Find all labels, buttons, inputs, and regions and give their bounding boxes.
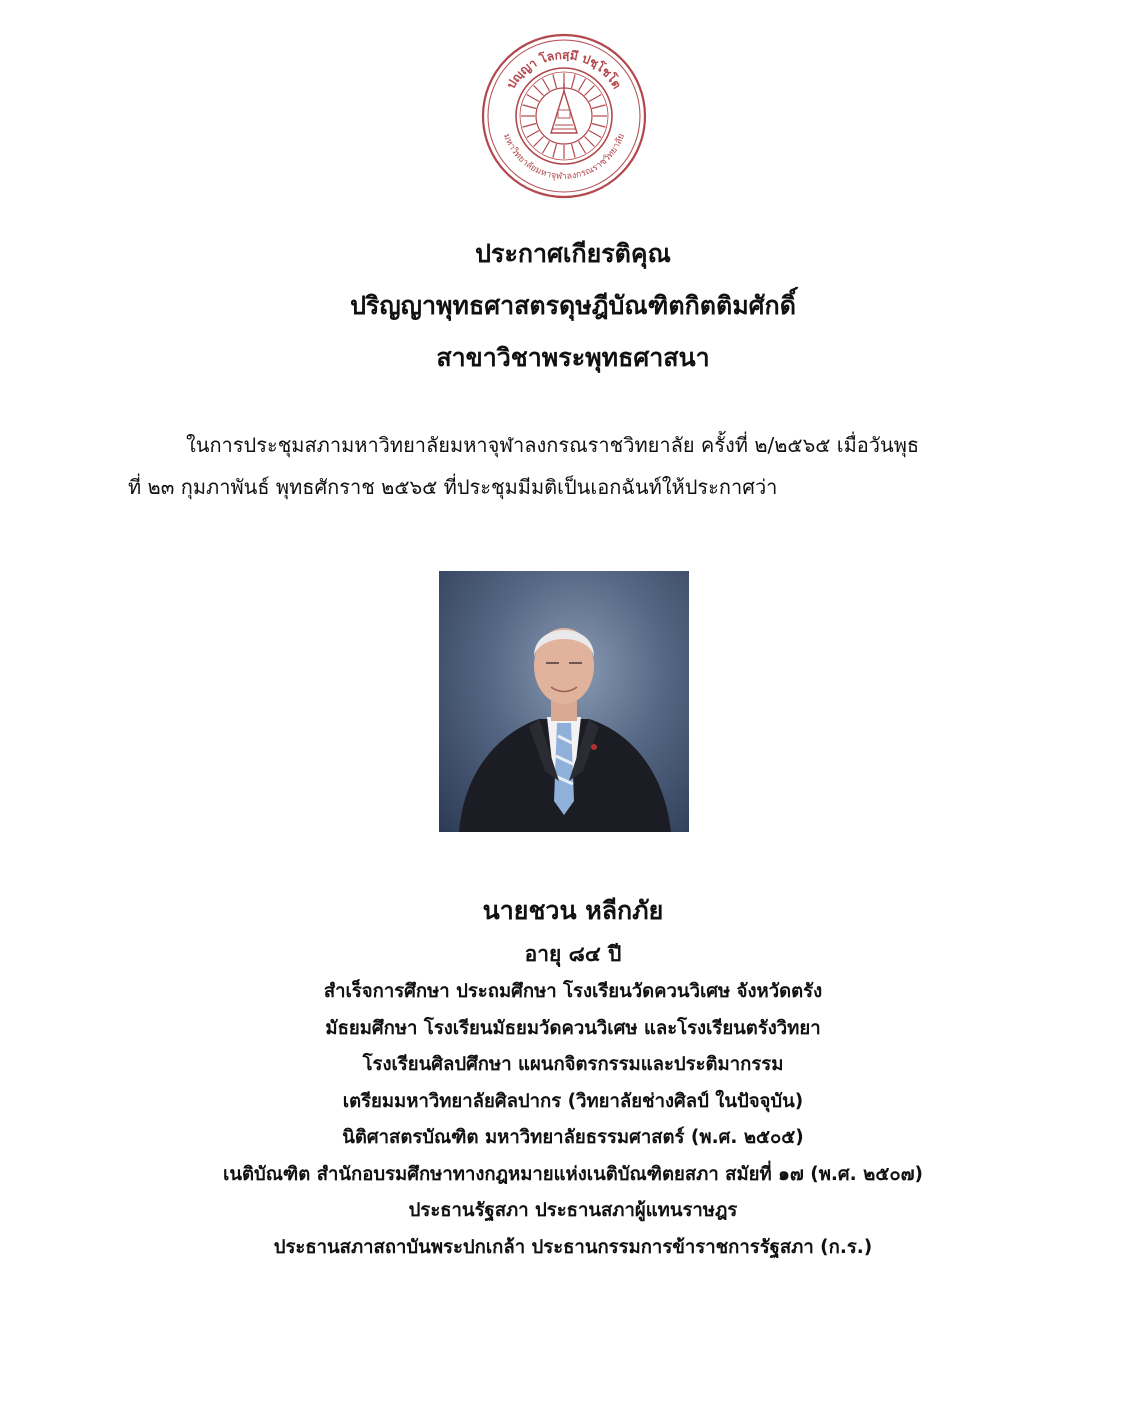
seal-spoke — [553, 144, 557, 158]
document-headings — [0, 228, 1146, 384]
credential-line: ประธานสภาสถาบันพระปกเกล้า ประธานกรรมการข้าราชการรัฐสภา (ก.ร.) — [273, 1236, 873, 1258]
credential-line: นิติศาสตรบัณฑิต มหาวิทยาลัยธรรมศาสตร์ (พ.ศ. ๒๕๐๕) — [342, 1127, 804, 1148]
credential-line: โรงเรียนศิลปศึกษา แผนกจิตรกรรมและประติมากรรม — [362, 1054, 784, 1075]
seal-spoke — [522, 105, 536, 109]
credential-line: มัธยมศึกษา โรงเรียนมัธยมวัดควนวิเศษ และโรงเรียนตรังวิทยา — [325, 1017, 821, 1039]
seal-spoke — [592, 105, 606, 109]
heading-field: สาขาวิชาพระพุทธศาสนา — [436, 343, 710, 372]
seal-spoke — [579, 141, 586, 153]
seal-spoke — [534, 137, 544, 147]
seal-spoke — [553, 74, 557, 88]
intro-line: ในการประชุมสภามหาวิทยาลัยมหาจุฬาลงกรณราชวิทยาลัย ครั้งที่ ๒/๒๕๖๕ เมื่อวันพุธ — [186, 433, 920, 457]
seal-spoke — [527, 131, 539, 138]
seal-spoke — [585, 86, 595, 96]
seal-spoke — [579, 79, 586, 91]
portrait-person-icon — [439, 571, 689, 832]
seal-spoke — [522, 124, 536, 128]
university-seal — [481, 33, 647, 199]
seal-spoke — [572, 144, 576, 158]
seal-spoke — [572, 74, 576, 88]
seal-top-text: ปญฺญา โลกสฺมึ ปชฺโชโต — [503, 47, 625, 92]
seal-spoke — [589, 95, 601, 102]
credential-line: เตรียมมหาวิทยาลัยศิลปากร (วิทยาลัยช่างศิลป์ ในปัจจุบัน) — [342, 1090, 804, 1112]
seal-spoke — [527, 95, 539, 102]
honoree-age: อายุ ๘๔ ปี — [524, 942, 622, 966]
credential-line: เนติบัณฑิต สำนักอบรมศึกษาทางกฎหมายแห่งเนติบัณฑิตยสภา สมัยที่ ๑๗ (พ.ศ. ๒๕๐๗) — [223, 1163, 923, 1185]
heading-degree: ปริญญาพุทธศาสตรดุษฎีบัณฑิตกิตติมศักดิ์ — [350, 291, 796, 320]
credential-line: สำเร็จการศึกษา ประถมศึกษา โรงเรียนวัดควนวิเศษ จังหวัดตรัง — [323, 981, 823, 1002]
seal-spoke — [592, 124, 606, 128]
seal-spoke — [543, 79, 550, 91]
seal-spoke — [585, 137, 595, 147]
heading-title: ประกาศเกียรติคุณ — [475, 239, 671, 268]
honoree-name: นายชวน หลีกภัย — [482, 896, 664, 925]
honoree-details — [0, 888, 1146, 1266]
credential-line: ประธานรัฐสภา ประธานสภาผู้แทนราษฎร — [408, 1200, 738, 1221]
intro-paragraph — [128, 424, 1008, 508]
intro-line: ที่ ๒๓ กุมภาพันธ์ พุทธศักราช ๒๕๖๕ ที่ประชุมมีมติเป็นเอกฉันท์ให้ประกาศว่า — [128, 475, 778, 499]
seal-emblem-icon — [481, 33, 647, 199]
seal-spoke — [589, 131, 601, 138]
seal-spoke — [534, 86, 544, 96]
portrait-photo — [439, 571, 689, 832]
seal-spoke — [543, 141, 550, 153]
seal-bottom-text: มหาวิทยาลัยมหาจุฬาลงกรณราชวิทยาลัย — [501, 132, 627, 183]
